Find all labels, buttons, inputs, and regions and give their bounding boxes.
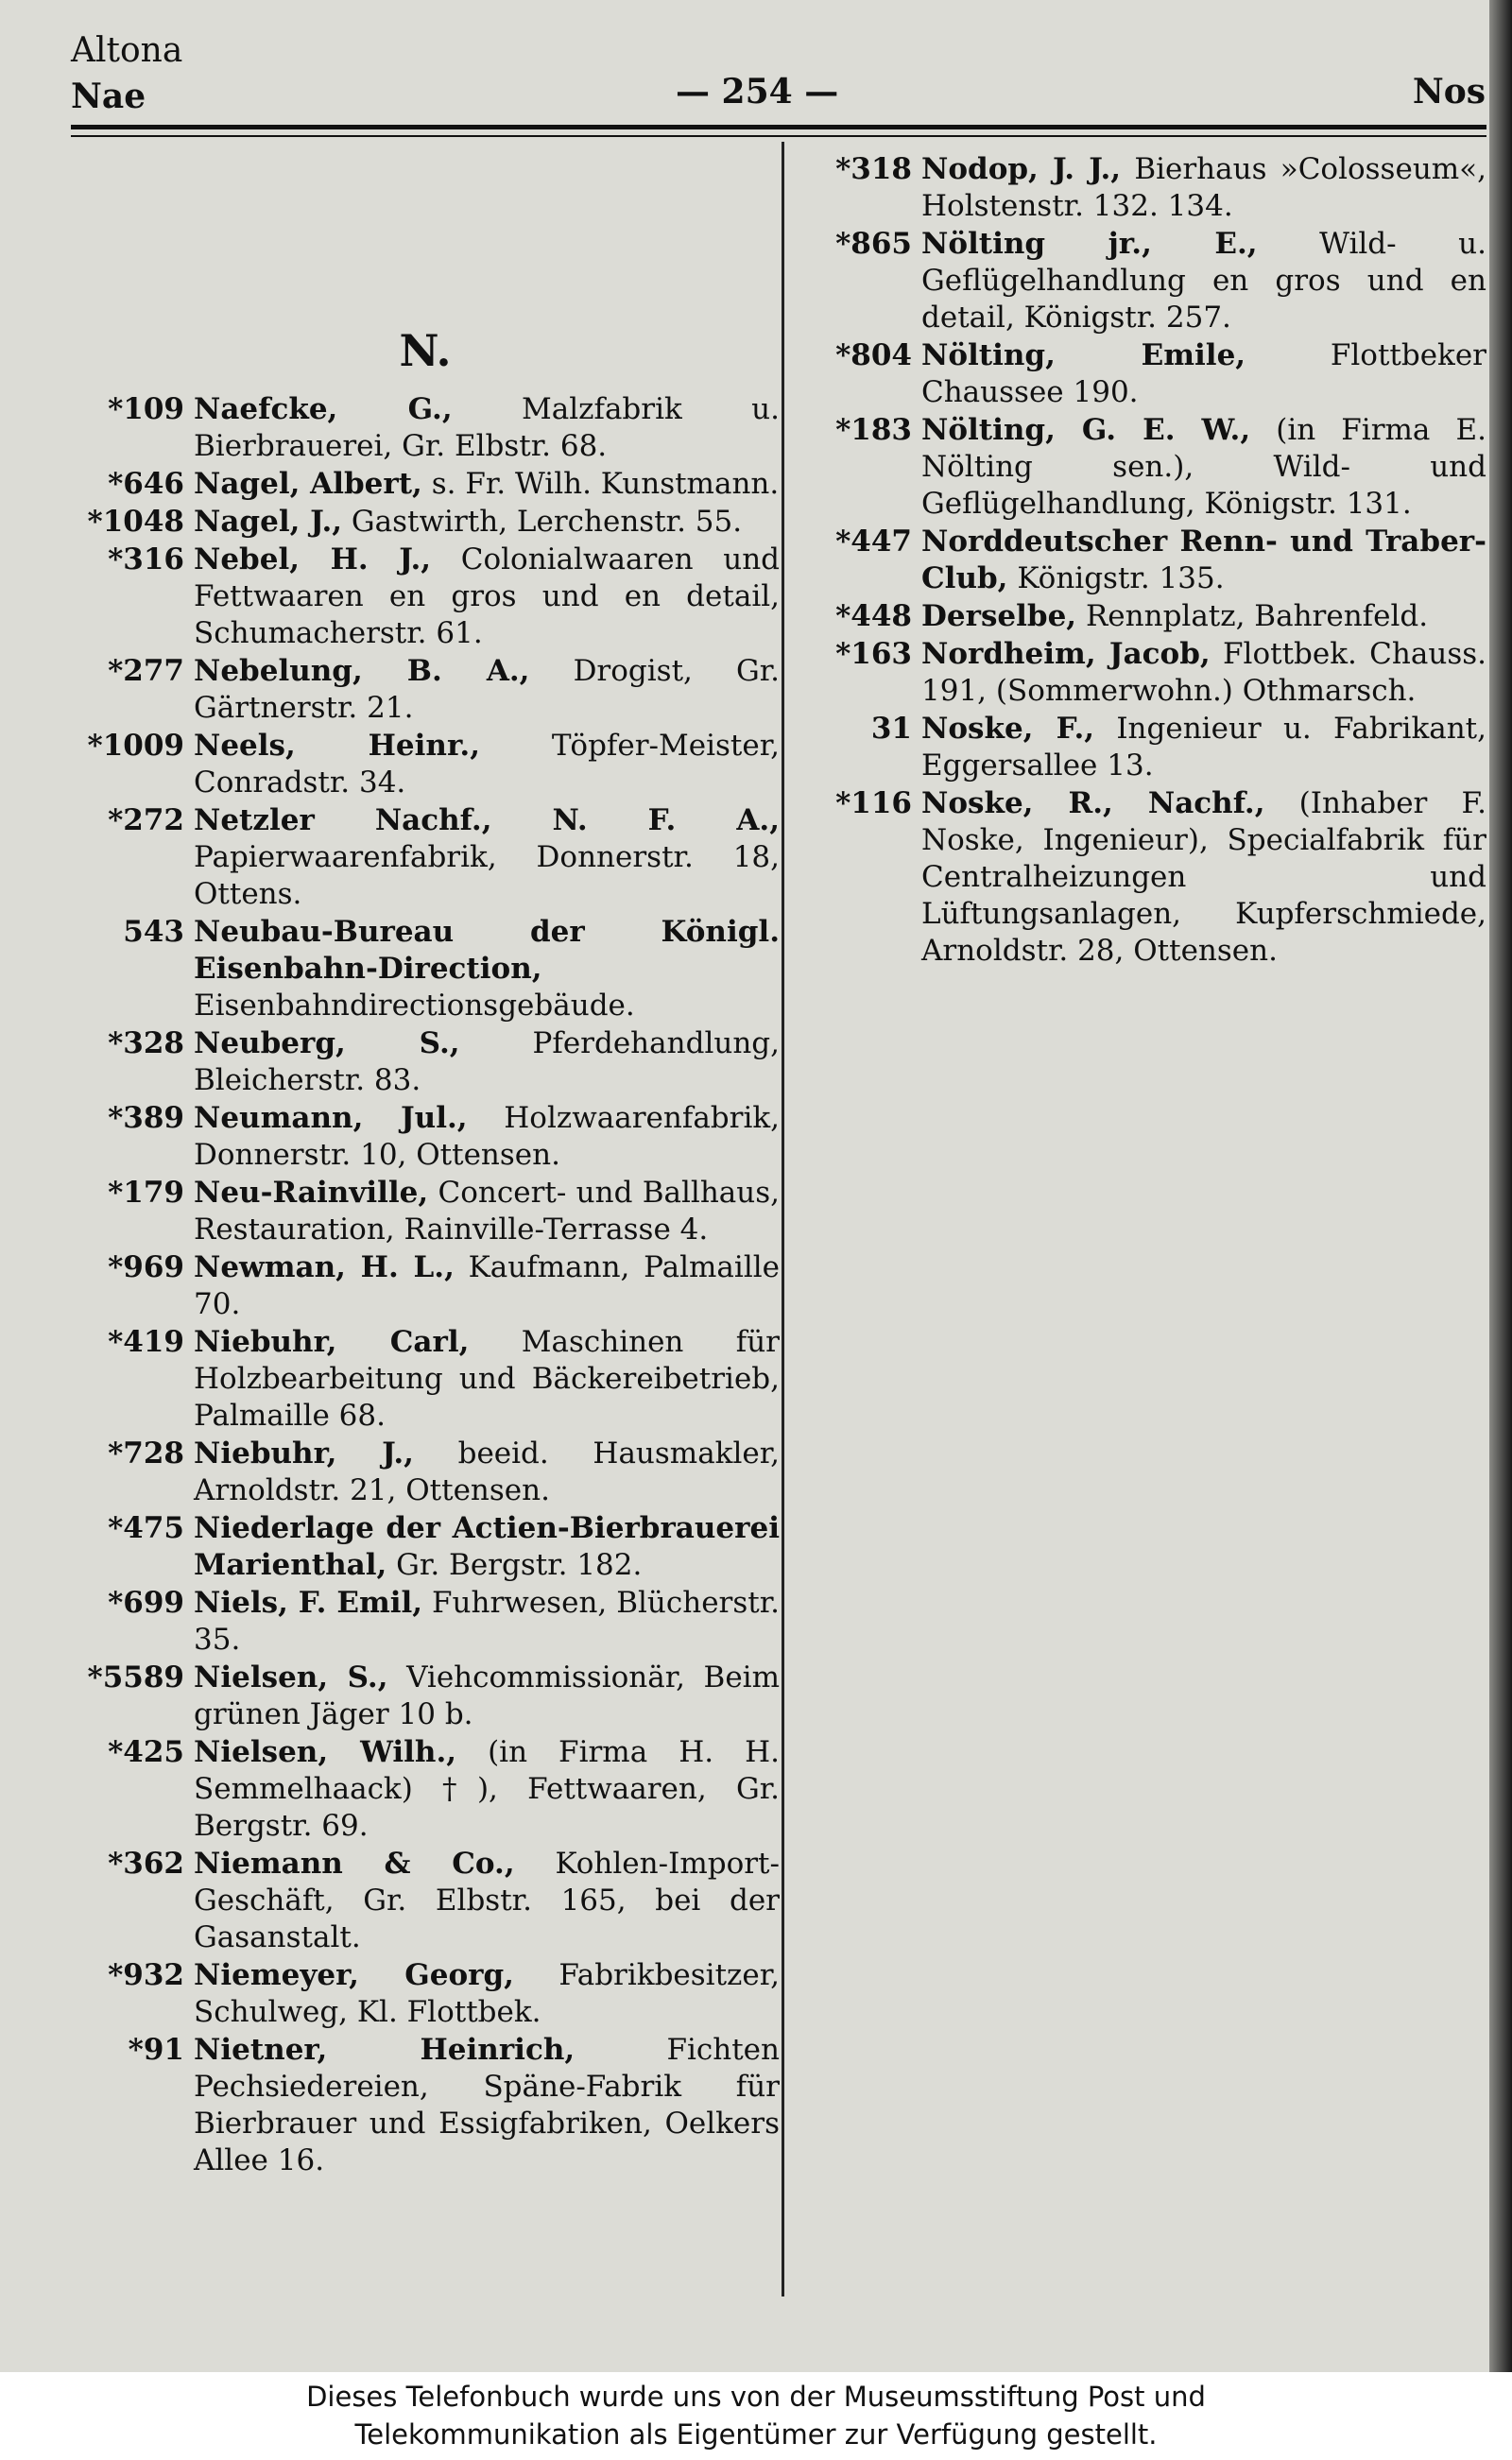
- phone-number: *109: [108, 392, 184, 426]
- directory-entry: [71, 802, 780, 913]
- phone-number: *646: [108, 467, 184, 501]
- phone-number: *865: [835, 227, 912, 261]
- entry-body: [194, 2032, 780, 2179]
- entry-details: (Inhaber F. Noske, Ingenieur), Specialfabrik für Centralheizungen und Lüftungsanlagen, Kupferschmiede, Arnoldstr. 28, Ottensen.: [921, 786, 1486, 968]
- directory-entry: [799, 711, 1486, 784]
- phone-number: *272: [108, 803, 184, 837]
- right-column: [799, 151, 1486, 971]
- phone-number: *425: [108, 1735, 184, 1769]
- entry-name: Nölting jr., E.,: [921, 227, 1258, 261]
- directory-entry: [71, 1585, 780, 1659]
- entry-name: Nielsen, S.,: [194, 1660, 388, 1694]
- phone-number: *362: [108, 1847, 184, 1881]
- phone-number: *804: [835, 338, 912, 372]
- entry-body: [194, 1324, 780, 1435]
- section-letter: N.: [399, 325, 452, 376]
- entry-details: Gr. Bergstr. 182.: [396, 1548, 643, 1582]
- entry-details: Eisenbahndirectionsgebäude.: [194, 989, 635, 1023]
- entry-name: Nebel, H. J.,: [194, 542, 432, 576]
- entry-body: [921, 636, 1486, 710]
- entry-name: Nagel, J.,: [194, 505, 343, 539]
- entry-name: Neels, Heinr.,: [194, 729, 481, 763]
- entry-name: Nagel, Albert,: [194, 467, 422, 501]
- directory-entry: [71, 542, 780, 652]
- entry-details: Rennplatz, Bahrenfeld.: [1085, 599, 1429, 633]
- entry-name: Derselbe,: [921, 599, 1077, 633]
- entry-body: [194, 1846, 780, 1956]
- directory-entry: [799, 337, 1486, 411]
- phone-number: *699: [108, 1586, 184, 1620]
- directory-entry: [71, 2032, 780, 2179]
- directory-entry: [799, 785, 1486, 970]
- directory-entry: [71, 1846, 780, 1956]
- directory-entry: [71, 1660, 780, 1733]
- entry-details: Wild- u. Geflügelhandlung en gros und en detail, Königstr. 257.: [921, 227, 1486, 335]
- directory-entry: [71, 466, 780, 503]
- phone-number: *475: [108, 1511, 184, 1545]
- directory-entry: [71, 1324, 780, 1435]
- book-spine-shadow: [1489, 0, 1512, 2372]
- entry-name: Niels, F. Emil,: [194, 1586, 423, 1620]
- directory-entry: [799, 598, 1486, 635]
- page-header-left: [71, 28, 182, 119]
- entry-details: Bierhaus »Colosseum«, Holstenstr. 132. 134.: [921, 152, 1486, 223]
- phone-number: *328: [108, 1026, 184, 1060]
- entry-details: Malzfabrik u. Bierbrauerei, Gr. Elbstr. 68.: [194, 392, 780, 463]
- entry-body: [921, 524, 1486, 597]
- entry-details: Concert- und Ballhaus, Restauration, Rainville-Terrasse 4.: [194, 1176, 780, 1247]
- entry-details: Drogist, Gr. Gärtnerstr. 21.: [194, 654, 780, 725]
- entry-details: beeid. Hausmakler, Arnoldstr. 21, Ottensen.: [194, 1436, 780, 1507]
- entry-body: [921, 711, 1486, 784]
- directory-entry: [71, 1957, 780, 2031]
- entry-body: [921, 337, 1486, 411]
- directory-entry: [799, 151, 1486, 225]
- page-number: — 254 —: [676, 72, 839, 112]
- entry-body: [921, 151, 1486, 225]
- phone-number: *389: [108, 1101, 184, 1135]
- entry-details: Maschinen für Holzbearbeitung und Bäckereibetrieb, Palmaille 68.: [194, 1325, 780, 1433]
- entry-name: Nebelung, B. A.,: [194, 654, 530, 688]
- entry-details: Colonialwaaren und Fettwaaren en gros und en detail, Schumacherstr. 61.: [194, 542, 781, 650]
- directory-entry: [71, 1249, 780, 1323]
- entry-body: [194, 1510, 780, 1584]
- entry-body: [194, 1734, 780, 1845]
- range-start: Nae: [71, 77, 146, 116]
- phone-number: *116: [835, 786, 912, 820]
- entry-body: [194, 466, 780, 503]
- entry-body: [194, 1436, 780, 1509]
- left-entry-list: [71, 391, 780, 2179]
- entry-body: [194, 728, 780, 801]
- phone-number: *318: [835, 152, 912, 186]
- entry-name: Neumann, Jul.,: [194, 1101, 468, 1135]
- entry-name: Noske, R., Nachf.,: [921, 786, 1265, 820]
- entry-body: [194, 504, 780, 541]
- entry-body: [921, 785, 1486, 970]
- entry-name: Niederlage der Actien-Bierbrauerei Marienthal,: [194, 1511, 780, 1582]
- column-divider: [782, 142, 784, 2297]
- entry-details: Pferdehandlung, Bleicherstr. 83.: [194, 1026, 780, 1097]
- entry-details: Kohlen-Import-Geschäft, Gr. Elbstr. 165, bei der Gasanstalt.: [194, 1847, 780, 1954]
- entry-body: [194, 1249, 780, 1323]
- entry-name: Norddeutscher Renn- und Traber-Club,: [921, 525, 1486, 595]
- entry-body: [921, 412, 1486, 523]
- phone-number: *728: [108, 1436, 184, 1471]
- directory-entry: [71, 914, 780, 1024]
- entry-body: [194, 653, 780, 727]
- entry-name: Nölting, Emile,: [921, 338, 1246, 372]
- entry-name: Noske, F.,: [921, 712, 1095, 746]
- left-column: [71, 151, 780, 2180]
- directory-entry: [71, 1510, 780, 1584]
- entry-body: [194, 1660, 780, 1733]
- entry-name: Newman, H. L.,: [194, 1250, 455, 1284]
- entry-details: Gastwirth, Lerchenstr. 55.: [351, 505, 743, 539]
- phone-number: *448: [835, 599, 912, 633]
- phone-number: *316: [108, 542, 184, 576]
- phone-number: *183: [835, 413, 912, 447]
- entry-details: s. Fr. Wilh. Kunstmann.: [431, 467, 780, 501]
- entry-name: Niemeyer, Georg,: [194, 1958, 514, 1992]
- copyright-footer: [0, 2372, 1512, 2460]
- directory-entry: [799, 524, 1486, 597]
- entry-details: Kaufmann, Palmaille 70.: [194, 1250, 780, 1321]
- directory-entry: [71, 1025, 780, 1099]
- entry-name: Nietner, Heinrich,: [194, 2033, 576, 2067]
- header-rule-thick: [71, 125, 1486, 129]
- entry-details: (in Firma H. H. Semmelhaack) †), Fettwaaren, Gr. Bergstr. 69.: [194, 1735, 781, 1843]
- entry-name: Niebuhr, Carl,: [194, 1325, 470, 1359]
- entry-body: [194, 1585, 780, 1659]
- range-end: Nos: [1412, 72, 1486, 112]
- entry-name: Neuberg, S.,: [194, 1026, 460, 1060]
- phone-number: *1048: [87, 505, 184, 539]
- phone-number: *932: [108, 1958, 184, 1992]
- entry-body: [921, 226, 1486, 336]
- directory-entry: [71, 1436, 780, 1509]
- phone-number: *447: [835, 525, 912, 559]
- entry-name: Netzler Nachf., N. F. A.,: [194, 803, 780, 837]
- entry-details: Töpfer-Meister, Conradstr. 34.: [194, 729, 781, 800]
- entry-details: Fabrikbesitzer, Schulweg, Kl. Flottbek.: [194, 1958, 780, 2029]
- city-name: Altona: [71, 31, 183, 70]
- entry-details: Flottbeker Chaussee 190.: [921, 338, 1487, 409]
- entry-details: Viehcommissionär, Beim grünen Jäger 10 b.: [194, 1660, 780, 1731]
- footer-line-1: Dieses Telefonbuch wurde uns von der Museumsstiftung Post und: [306, 2381, 1206, 2413]
- entry-body: [194, 1175, 780, 1248]
- entry-name: Nodop, J. J.,: [921, 152, 1122, 186]
- directory-entry: [71, 1734, 780, 1845]
- phone-number: 31: [870, 712, 912, 746]
- phone-number: *163: [835, 637, 912, 671]
- entry-details: Königstr. 135.: [1017, 561, 1225, 595]
- entry-name: Neubau-Bureau der Königl. Eisenbahn-Direction,: [194, 915, 780, 986]
- phone-number: *179: [108, 1176, 184, 1210]
- footer-line-2: Telekommunikation als Eigentümer zur Verfügung gestellt.: [354, 2418, 1158, 2451]
- phone-number: *419: [108, 1325, 184, 1359]
- entry-name: Niebuhr, J.,: [194, 1436, 414, 1471]
- phone-number: 543: [123, 915, 184, 949]
- entry-body: [921, 598, 1486, 635]
- entry-name: Niemann & Co.,: [194, 1847, 515, 1881]
- entry-name: Neu-Rainville,: [194, 1176, 429, 1210]
- entry-details: Fuhrwesen, Blücherstr. 35.: [194, 1586, 780, 1657]
- directory-entry: [71, 504, 780, 541]
- entry-body: [194, 1100, 780, 1174]
- directory-entry: [71, 728, 780, 801]
- directory-entry: [71, 391, 780, 465]
- entry-name: Nölting, G. E. W.,: [921, 413, 1251, 447]
- entry-body: [194, 914, 780, 1024]
- entry-name: Naefcke, G.,: [194, 392, 453, 426]
- phone-number: *5589: [87, 1660, 184, 1694]
- entry-details: Fichten Pechsiedereien, Späne-Fabrik für Bierbrauer und Essigfabriken, Oelkers Allee 16.: [194, 2033, 780, 2177]
- directory-entry: [799, 226, 1486, 336]
- phone-number: *1009: [87, 729, 184, 763]
- entry-name: Nielsen, Wilh.,: [194, 1735, 457, 1769]
- right-entry-list: [799, 151, 1486, 970]
- header-rule-thin: [71, 135, 1486, 137]
- entry-details: Holzwaarenfabrik, Donnerstr. 10, Ottensen.: [194, 1101, 781, 1172]
- directory-entry: [799, 636, 1486, 710]
- directory-entry: [71, 1100, 780, 1174]
- entry-name: Nordheim, Jacob,: [921, 637, 1211, 671]
- entry-details: (in Firma E. Nölting sen.), Wild- und Geflügelhandlung, Königstr. 131.: [921, 413, 1486, 521]
- entry-body: [194, 802, 780, 913]
- directory-entry: [799, 412, 1486, 523]
- phone-number: *91: [128, 2033, 184, 2067]
- directory-entry: [71, 1175, 780, 1248]
- phone-number: *277: [108, 654, 184, 688]
- directory-entry: [71, 653, 780, 727]
- entry-body: [194, 391, 780, 465]
- entry-body: [194, 1957, 780, 2031]
- entry-details: Flottbek. Chauss. 191, (Sommerwohn.) Othmarsch.: [921, 637, 1486, 708]
- entry-body: [194, 542, 780, 652]
- entry-details: Papierwaarenfabrik, Donnerstr. 18, Ottens.: [194, 840, 780, 911]
- phone-number: *969: [108, 1250, 184, 1284]
- entry-body: [194, 1025, 780, 1099]
- entry-details: Ingenieur u. Fabrikant, Eggersallee 13.: [921, 712, 1486, 783]
